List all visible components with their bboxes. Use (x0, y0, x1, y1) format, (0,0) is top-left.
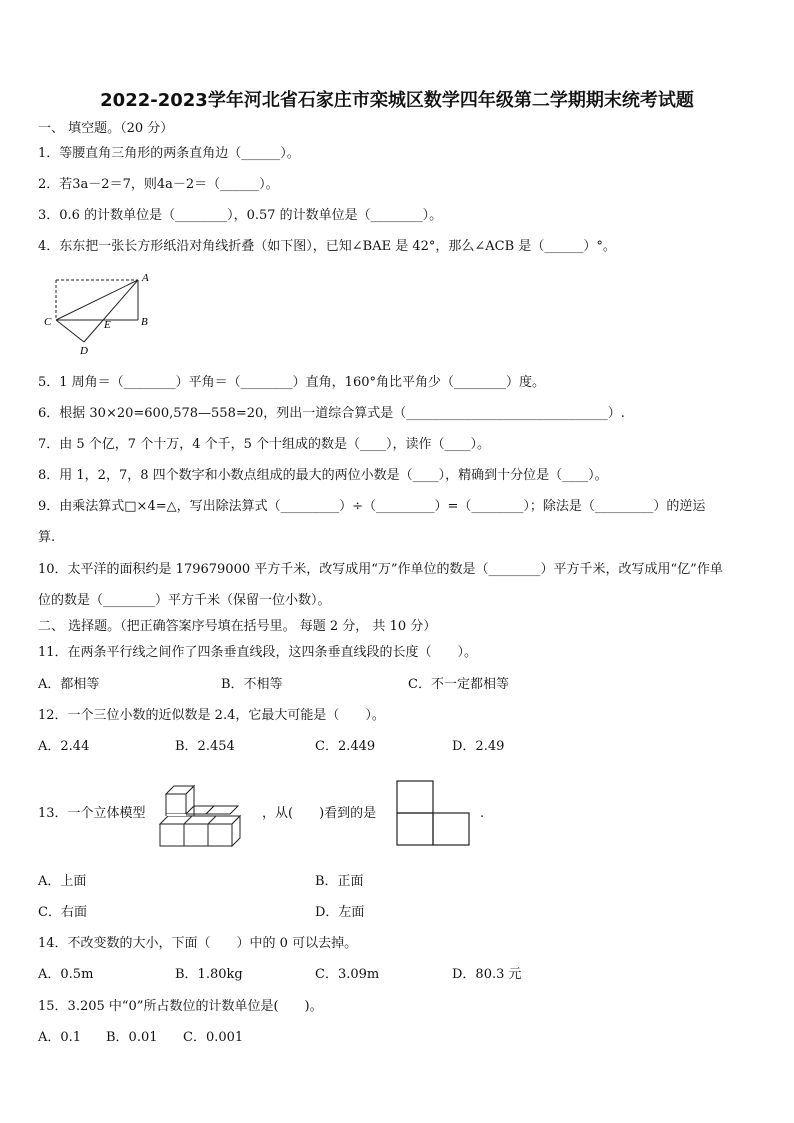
q14-option-c: C．3.09m (315, 967, 380, 982)
q15-option-b: B．0.01 (106, 1030, 158, 1045)
question-12: 12．一个三位小数的近似数是 2.4，它最大可能是（ ）。 (38, 708, 385, 723)
section-heading-choice: 二、 选择题。（把正确答案序号填在括号里。 每题 2 分， 共 10 分） (38, 619, 437, 634)
question-6: 6．根据 30×20=600,578—558=20，列出一道综合算式是（_______________________________）. (38, 406, 625, 421)
question-2: 2．若3a－2＝7，则4a－2＝（______）。 (38, 177, 279, 192)
question-13-part-2: ，从( )看到的是 (262, 806, 377, 821)
label-a: A (142, 272, 149, 284)
question-1: 1．等腰直角三角形的两条直角边（______）。 (38, 146, 300, 161)
q12-option-d: D．2.49 (452, 739, 505, 754)
view-grid-figure (396, 780, 472, 846)
question-7: 7．由 5 个亿，7 个十万，4 个千，5 个十组成的数是（____），读作（____）。 (38, 437, 491, 452)
q11-option-c: C．不一定都相等 (408, 677, 509, 692)
q13-option-a: A．上面 (38, 874, 87, 889)
q12-option-c: C．2.449 (315, 739, 376, 754)
question-4: 4．东东把一张长方形纸沿对角线折叠（如下图），已知∠BAE 是 42°，那么∠ACB 是（______）°。 (38, 239, 616, 254)
q13-option-c: C．右面 (38, 905, 87, 920)
q14-option-b: B．1.80kg (175, 967, 243, 982)
q13-option-b: B．正面 (315, 874, 364, 889)
q11-option-a: A．都相等 (38, 677, 100, 692)
question-15: 15．3.205 中“0”所占数位的计数单位是( )。 (38, 999, 323, 1014)
label-b: B (141, 316, 148, 328)
page-title: 2022-2023学年河北省石家庄市栾城区数学四年级第二学期期末统考试题 (100, 90, 694, 111)
question-10-line-2: 位的数是（________）平方千米（保留一位小数）。 (38, 593, 331, 608)
label-e: E (104, 319, 111, 331)
q14-option-a: A．0.5m (38, 967, 94, 982)
q15-option-c: C．0.001 (183, 1030, 244, 1045)
question-13-part-1: 13．一个立体模型 (38, 806, 146, 821)
question-9-line-2: 算. (38, 530, 56, 545)
q12-option-b: B．2.454 (175, 739, 235, 754)
section-heading-fill-blank: 一、 填空题。（20 分） (38, 121, 174, 136)
folded-rectangle-figure (38, 268, 158, 360)
question-11: 11．在两条平行线之间作了四条垂直线段，这四条垂直线段的长度（ ）。 (38, 645, 478, 660)
label-c: C (44, 316, 52, 328)
label-d: D (80, 345, 88, 357)
q11-option-b: B．不相等 (221, 677, 283, 692)
q12-option-a: A．2.44 (38, 739, 90, 754)
question-9-line-1: 9．由乘法算式□×4=△，写出除法算式（_________）÷（_________）=（________）；除法是（_________）的逆运 (38, 499, 706, 514)
question-14: 14．不改变数的大小，下面（ ）中的 0 可以去掉。 (38, 936, 358, 951)
question-8: 8．用 1，2，7，8 四个数字和小数点组成的最大的两位小数是（____），精确到十分位是（____）。 (38, 468, 608, 483)
cube-model-figure (158, 780, 250, 850)
question-10-line-1: 10．太平洋的面积约是 179679000 平方千米，改写成用“万”作单位的数是（________）平方千米，改写成用“亿”作单 (38, 562, 723, 577)
q14-option-d: D．80.3 元 (452, 967, 522, 982)
q13-option-d: D．左面 (315, 905, 365, 920)
question-3: 3．0.6 的计数单位是（________），0.57 的计数单位是（________）。 (38, 208, 443, 223)
question-13-part-3: . (480, 806, 485, 821)
q15-option-a: A．0.1 (38, 1030, 82, 1045)
question-5: 5．1 周角＝（________）平角＝（________）直角，160°角比平角少（________）度。 (38, 375, 545, 390)
